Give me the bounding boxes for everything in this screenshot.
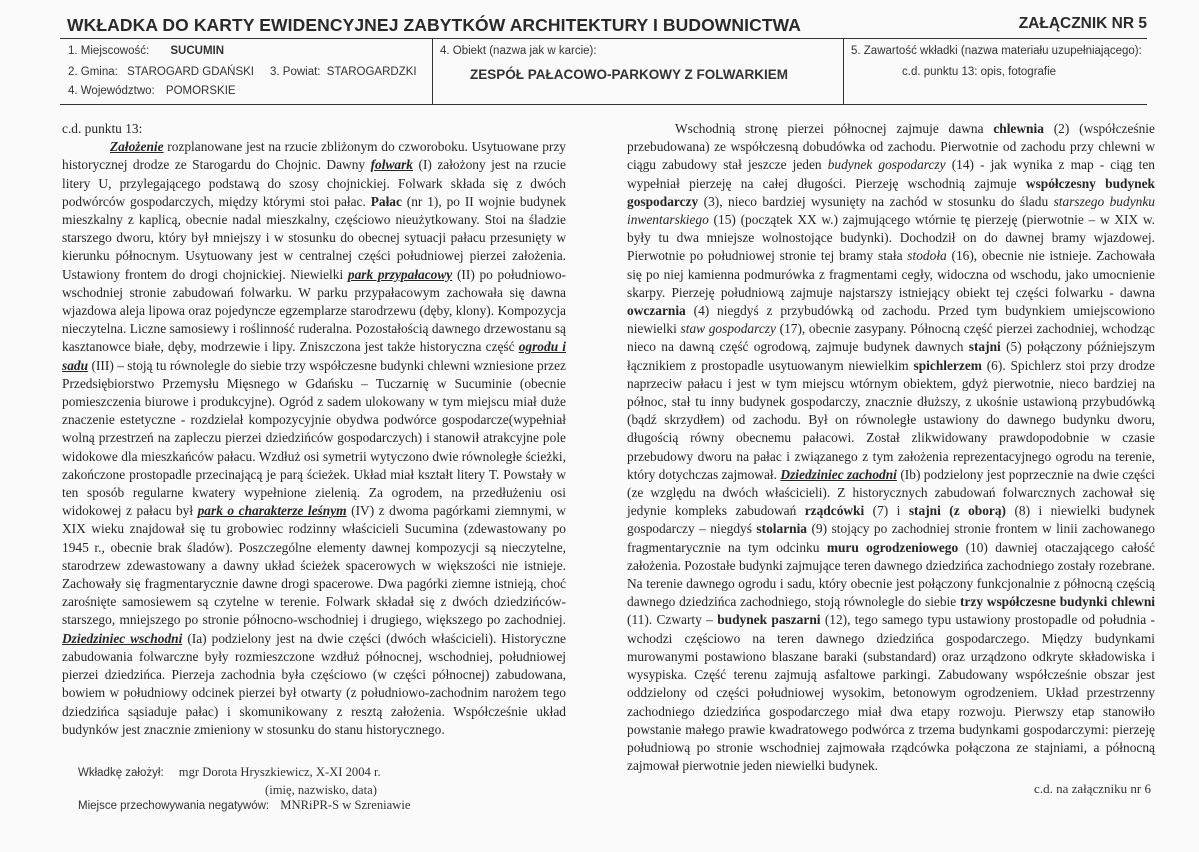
header-divider-1 [432, 38, 433, 104]
storage-line [78, 798, 410, 813]
zawartosc-value: c.d. punktu 13: opis, fotografie [902, 66, 1057, 78]
term-stolarnia: stolarnia [756, 521, 807, 537]
author-label: Wkładkę założył: [78, 767, 164, 779]
left-text-2: (nr 1), po II wojnie budynek mieszkalny z kaplicą, obecnie nadal mieszkalny, częściowo nieużytkowany. Stoi na śladzie starszego dworu, który był mniejszy i w stosunku do obecnej sytuacji pałacu przesunięty w kierunku północnym. Usytuowany jest w centralnej części południowej pierzei założenia. Ustawiony frontem do drogi chojnickiej. Niewielki [62, 193, 566, 282]
document-title: WKŁADKA DO KARTY EWIDENCYJNEJ ZABYTKÓW ARCHITEKTURY I BUDOWNICTWA [67, 15, 802, 35]
right-paragraph [627, 120, 1155, 775]
gmina-value: STAROGARD GDAŃSKI [127, 66, 255, 78]
header-divider-2 [843, 38, 844, 104]
left-text-0: rozplanowane jest na rzucie zbliżonym do czworoboku. Usytuowane przy historycznej drodze ze Starogardu do Chojnic. Dawny [62, 139, 566, 173]
storage-label: Miejsce przechowywania negatywów: [78, 800, 270, 812]
right-text-1: (2) (współcześnie przebudowana) ze współczesną dobudówka od zachodu. Pierwotnie od zachodu przy chlewni w ciągu zabudowy stał jeszcze jeden [627, 121, 1155, 173]
header-top-rule [60, 38, 1147, 39]
term-paszarnia: budynek paszarni [717, 612, 821, 628]
wojewodztwo-label: 4. Województwo: [68, 85, 155, 97]
right-text-13: (9) stojący po zachodniej stronie frontem w linii zachowanego fragmentarycznie na tym odcinku [627, 521, 1155, 555]
right-text-15: (11). Czwarty – [627, 612, 713, 628]
right-text-14: (10) dawniej otaczającego całość założenia. Pozostałe budynki zajmujące teren dawnego dziedzińca zachodniego zostały rozebrane. Na terenie dawnego ogrodu i sadu, który obecnie jest połączony funkcjonalnie z północną częścią dawnego dziedzińca zachodniego, stoją równolegle do siebie [627, 539, 1155, 610]
right-text-3: (3), nieco bardziej wysunięty na zachód w stosunku do śladu [703, 193, 1049, 209]
miejscowosc-label: 1. Miejscowość: [68, 45, 150, 57]
author-value: mgr Dorota Hryszkiewicz, X-XI 2004 r. [178, 765, 381, 779]
term-stajni: stajni [968, 339, 1001, 355]
right-text-8: (5) połączony późniejszym łącznikiem z prostopadle usytuowanym niewielkim [627, 339, 1155, 373]
continuation-note: c.d. na załączniku nr 6 [1034, 781, 1151, 796]
left-column [62, 120, 566, 739]
header-bottom-rule [60, 104, 1147, 105]
term-dziedziniec-wschodni: Dziedziniec wschodni [62, 630, 183, 646]
intro-label: c.d. punktu 13: [62, 121, 143, 136]
left-text-5: (IV) z dwoma pagórkami ziemnymi, w XIX wieku znajdował się tu grobowiec rodzinny właścicieli Sucumina (zdewastowany po 1945 r., obecnie brak śladów). Poszczególne elementy dawnej kompozycji są nieczytelne, starodrzew zdewastowany a dawny układ ścieżek spacerowych w większości nie istnieje. Zachowały się fragmentarycznie dawne drogi spacerowe. Dwa pagórki ziemne istnieją, choć zarośnięte samosiewem są czytelne w terenie. Folwark składał się z dwóch dziedzińców- starszego, mniejszego po stronie północno-wschodniej i drugiego, większego po zachodniej. [62, 503, 566, 628]
term-zalozenie: Założenie [110, 139, 164, 155]
right-text-6: (4) niegdyś z przybudówką od zachodu. Przed tym budynkiem umiejscowiono niewielki [627, 303, 1155, 337]
right-text-16: (12), tego samego typu ustawiony prostopadle od południa - wchodzi częściowo na teren dawnego dziedzińca gospodarczego. Między budynkami murowanymi postawiono blaszane baraki (substandard) oraz urządzono odkryte składowiska i wysypiska. Część terenu zajmują asfaltowe parkingi. Zabudowany współcześnie obszar jest oddzielony od części południowej wysokim, betonowym ogrodzeniem. Układ przestrzenny zachodniego dziedzińca gospodarczego miał dwa etapy rozwoju. Pierwszy etap stanowiło powstanie małego prawie kwadratowego podwórca z trzema budynkami gospodarczymi: pierzeję południową po stronie wschodniej zajmowała rządcówka połączona ze stajniami, a północną zajmował pierwotnie jeden niewielki budynek. [627, 612, 1155, 774]
right-text-2: (14) - jak wynika z map - ciąg ten wypełniał pierzeję na całej długości. Pierzeję wschodnią zajmuje [627, 157, 1156, 191]
right-text-9: (6). Spichlerz stoi przy drodze naprzeciw pałacu i jest w tym miejscu wtórnym obiektem, gdyż pierwotnie, nieco bardziej na północ, stał tu inny budynek gospodarczy, znacznie dłuższy, z ukośnie ustawioną przybudówką (bądź skrzydłem) od zachodu. Był on równoległe ustawiony do dawnego budynku dworu, długością równy obecnemu pałacowi. Został zlikwidowany prawdopodobnie w czasie przebudowy dworu na pałac i związanego z tym założenia reprezentacyjnego ogrodu na terenie, który dotychczas zajmował. [627, 357, 1155, 482]
powiat-label: 3. Powiat: [270, 66, 321, 78]
left-paragraph [62, 138, 566, 739]
term-staw: staw gospodarczy [680, 321, 776, 337]
term-mur: muru ogrodzeniowego [826, 539, 959, 555]
right-text-0: Wschodnią stronę pierzei północnej zajmuje dawna [675, 121, 984, 136]
term-owczarnia: owczarnia [627, 303, 686, 319]
right-text-11: (7) i [872, 503, 901, 519]
term-dziedziniec-zachodni: Dziedziniec zachodni [780, 466, 897, 482]
left-text-6: (Ia) podzielony jest na dwie części (dwóch właścicieli). Historyczne zabudowania folwarczne były rozmieszczone wzdłuż północnej, wschodniej, południowej pierzei dziedzińca. Pierzeja zachodnia była częściowo (w części północnej) zabudowana, bowiem w południowy odcinek pierzei był otwarty (z południowo-zachodnim narożem tego dziedzińca sąsiaduje pałac) i skomunikowany z resztą założenia. Współcześnie układ budynków jest znacznie zmieniony w stosunku do stanu historycznego. [62, 630, 566, 737]
storage-value: MNRiPR-S w Szreniawie [280, 798, 411, 812]
term-starszy-inwentarski: starszego budynku inwentarskiego [627, 193, 1155, 228]
left-text-4: (III) – stoją tu równolegle do siebie trzy współczesne budynki chlewni wzniesione przez Przedsiębiorstwo Przemysłu Mięsnego w Gdańsku – Tuczarnię w Sucuminie (obecnie pomieszczenia biurowe i produkcyjne). Ogród z sadem ulokowany w tym miejscu miał duże znaczenie estetyczne - rozdzielał kompozycyjnie obydwa podwórce gospodarcze(wypełniał wolną przestrzeń na zapleczu pierzei dziedzińców gospodarczych) i stanowił atrakcyjne pole widokowe dla mieszkańców pałacu. Wzdłuż osi symetrii wytyczono dwie równoległe ścieżki, zakończone prostopadle przecinającą je parą ścieżek. Układ miał kształt litery T. Powstały w ten sposób regularne kwatery wypełnione zielenią. Za ogrodem, na przedłużeniu osi widokowej z pałacu był [62, 357, 566, 519]
annex-number: ZAŁĄCZNIK NR 5 [1018, 15, 1147, 32]
term-spichlerz: spichlerzem [913, 357, 982, 373]
term-budynek-gospodarczy: budynek gospodarczy [827, 157, 946, 173]
right-text-5: (16), obecnie nie istnieje. Zachowała się po niej kamienna podmurówka z fragmentami cegły, widoczna od wschodu, jako umocnienie skarpy. Pierzeję południową zajmuje najstarszy istniejący obiekt tej części folwarku - dawna [627, 248, 1155, 300]
term-stodola: stodoła [907, 248, 947, 264]
field-miejscowosc [68, 45, 224, 57]
miejscowosc-value: SUCUMIN [170, 45, 225, 57]
term-folwark: folwark [370, 157, 414, 173]
left-text-1: (I) założony jest na rzucie litery U, przylegającego podstawą do szosy chojnickiej. Folwark składa się z dwóch podwórców gospodarczych, między którymi stoi pałac. [62, 157, 566, 209]
right-text-4: (15) (początek XX w.) zajmującego wtórnie tę pierzeję (pierwotnie – w XIX w. były tu dwa mniejsze wolnostojące budynki). Dochodził on do dawnej bramy wjazdowej. Pierwotnie po południowej stronie tej bramy stała [627, 212, 1155, 264]
obiekt-value: ZESPÓŁ PAŁACOWO-PARKOWY Z FOLWARKIEM [470, 67, 788, 82]
zawartosc-label: 5. Zawartość wkładki (nazwa materiału uzupełniającego): [851, 45, 1142, 57]
term-trzy-chlewnie: trzy współczesne budynki chlewni [959, 594, 1155, 610]
term-palac: Pałac [370, 193, 402, 209]
term-park-lesny: park o charakterze leśnym [197, 503, 347, 519]
field-gmina [68, 66, 254, 78]
obiekt-label: 4. Obiekt (nazwa jak w karcie): [440, 45, 597, 57]
wojewodztwo-value: POMORSKIE [165, 85, 236, 97]
powiat-value: STAROGARDZKI [326, 66, 417, 78]
author-line [78, 765, 381, 780]
term-rzadcowki: rządcówki [804, 503, 865, 519]
term-wspolczesny-budynek: współczesny budynek gospodarczy [627, 175, 1155, 209]
right-text-7: (17), obecnie zasypany. Północną część pierzei zachodniej, wchodząc nieco na dawną część ogrodową, zajmuje budynek dawnych [627, 321, 1155, 355]
term-stajni-obora: stajni (z oborą) [908, 503, 1007, 519]
term-chlewnia: chlewnia [993, 121, 1044, 136]
author-hint: (imię, nazwisko, data) [265, 783, 377, 797]
left-text-3: (II) po południowo-wschodniej stronie zabudowań folwarku. W parku przypałacowym zachowała się dawna wjazdowa aleja lipowa oraz pojedyncze egzemplarze starodrzewu (dęby, klony). Kompozycja nieczytelna. Liczne samosiewy i roślinność ruderalna. Pozostałością dawnego drzewostanu są kasztanowce białe, dęby, modrzewie i lipy. Zniszczona jest także historyczna część [62, 266, 566, 355]
right-text-10: (Ib) podzielony jest poprzecznie na dwie części (ze względu na dwóch właścicieli). Z historycznych zabudowań folwarcznych zachował się jedynie kompleks zabudowań [627, 466, 1155, 519]
term-ogrod: ogrodu i sadu [62, 339, 566, 373]
header-title-row [60, 12, 1147, 38]
term-park: park przypałacowy [347, 266, 453, 282]
right-column [627, 120, 1155, 775]
field-powiat [270, 66, 417, 78]
right-text-12: (8) i niewielki budynek gospodarczy – niegdyś [627, 503, 1155, 537]
field-wojewodztwo [68, 85, 236, 97]
gmina-label: 2. Gmina: [68, 66, 118, 78]
